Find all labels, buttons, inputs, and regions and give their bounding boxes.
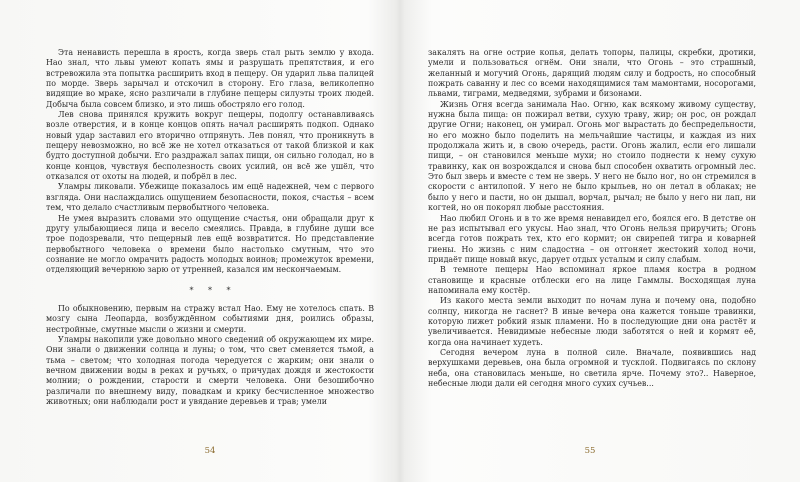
page-number-right: 55 [584, 446, 596, 456]
left-page [46, 48, 374, 407]
page-number-left: 54 [204, 446, 216, 456]
paragraph: Лев снова принялся кружить вокруг пещеры, подолгу останавливаясь возле отверстия, и в конце концов опять начал расширять подкоп. Однако новый удар заставил его вторично отпрянуть. Лев понял, что проникнуть в пещеру невозможно, но всё же не хотел отказаться от такой близкой и как будто доступной добычи. Его раздражал запах пищи, он сильно голодал, но в конце концов, чувствуя бесполезность своих усилий, он всё же ушёл, что отказался от охоты на людей, и побрёл в лес. [46, 110, 374, 182]
paragraph: Эта ненависть перешла в ярость, когда зверь стал рыть землю у входа. Нао знал, что львы умеют копать ямы и разрушать препятствия, и его встревожила эта попытка расширить вход в пещеру. Он ударил льва палицей по морде. Зверь зарычал и отскочил в сторону. Его глаза, великолепно видящие во мраке, ясно различали в глубине пещеры силуэты троих людей. Добыча была совсем близко, и это лишь обостряло его голод. [46, 48, 374, 109]
paragraph: По обыкновению, первым на стражу встал Нао. Ему не хотелось спать. В мозгу сына Леопарда, возбуждённом событиями дня, роились образы, нестройные, смутные мысли о жизни и смерти. [46, 303, 374, 334]
paragraph: Из какого места земли выходит по ночам луна и почему она, подобно солнцу, никогда не гаснет? В иные вечера она кажется тоньше травинки, которую лижет робкий язык пламени. Но в последующие дни она растёт и увеличивается. Невидимые небесные люди заботятся о ней и кормят её, когда она начинает худеть. [428, 296, 756, 347]
paragraph: Не умея выразить словами это ощущение счастья, они обращали друг к другу улыбающиеся лица и весело смеялись. Правда, в глубине души все трое подозревали, что пещерный лев ещё возвратится. Но представление первобытного человека о времени было настолько смутным, что это сознание не могло омрачить радость молодых воинов; промежуток времени, отделяющий вечернюю зарю от утренней, казался им нескончаемым. [46, 213, 374, 275]
paragraph: Уламры накопили уже довольно много сведений об окружающем их мире. Они знали о движении солнца и луны; о том, что свет сменяется тьмой, а тьма – светом; что холодная погода чередуется с жарким; они знали о вечном движении воды в реках и ручьях, о причудах дождя и жестокости молнии; о рождении, старости и смерти человека. Они безошибочно различали по внешнему виду, повадкам и крику бесчисленное множество животных; они наблюдали рост и увядание деревьев и трав; умели [46, 334, 374, 406]
paragraph: Нао любил Огонь и в то же время ненавидел его, боялся его. В детстве он не раз испытывал его укусы. Нао знал, что Огонь нельзя приручить; Огонь всегда готов пожрать тех, кто его кормит; он свирепей тигра и коварней гиены. Но жизнь с ним сладостна – он отгоняет жестокий холод ночи, придаёт пище новый вкус, дарует отдых усталым и силу слабым. [428, 213, 756, 264]
paragraph: Жизнь Огня всегда занимала Нао. Огню, как всякому живому существу, нужна была пища: он пожирал ветви, сухую траву, жир; он рос, он рождал другие Огни; наконец, он умирал. Огонь мог вырастать до беспредельности, но его можно было поделить на мельчайшие частицы, и каждая из них продолжала жить и, в свою очередь, расти. Огонь жалил, если его лишали пищи, – он становился меньше мухи; но стоило поднести к нему сухую травинку, как он возрождался и снова был способен охватить огромный лес. Это был зверь и вместе с тем не зверь. У него не было ног, но он стремился в скорости с антилопой. У него не было крыльев, но он летал в облаках; не было у него и пасти, но он дышал, ворчал, рычал; не было у него ни лап, ни когтей, но он покорял любые расстояния. [428, 99, 756, 213]
paragraph: Уламры ликовали. Убежище показалось им ещё надежней, чем с первого взгляда. Они наслаждались ощущением безопасности, покоя, счастья – всем тем, что делало счастливым первобытного человека. [46, 182, 374, 213]
paragraph: Сегодня вечером луна в полной силе. Вначале, появившись над верхушками деревьев, она была огромной и тусклой. Подвигаясь по склону неба, она становилась меньше, но светила ярче. Почему это?.. Наверное, небесные люди дали ей сегодня много сухих сучьев... [428, 347, 756, 388]
paragraph: В темноте пещеры Нао вспоминал яркое пламя костра в родном становище и красные отблески его на лице Гаммлы. Восходящая луна напоминала ему костёр. [428, 265, 756, 295]
paragraph: закалять на огне острие копья, делать топоры, палицы, скребки, дротики, умели и пользоваться огнём. Они знали, что Огонь – это страшный, желанный и могучий Огонь, дарящий людям силу и бодрость, но способный пожрать саванну и лес со всеми находящимися там мамонтами, носорогами, львами, тиграми, медведями, зубрами и бизонами. [428, 48, 756, 99]
section-break: * * * [189, 285, 237, 295]
right-page [428, 48, 756, 389]
